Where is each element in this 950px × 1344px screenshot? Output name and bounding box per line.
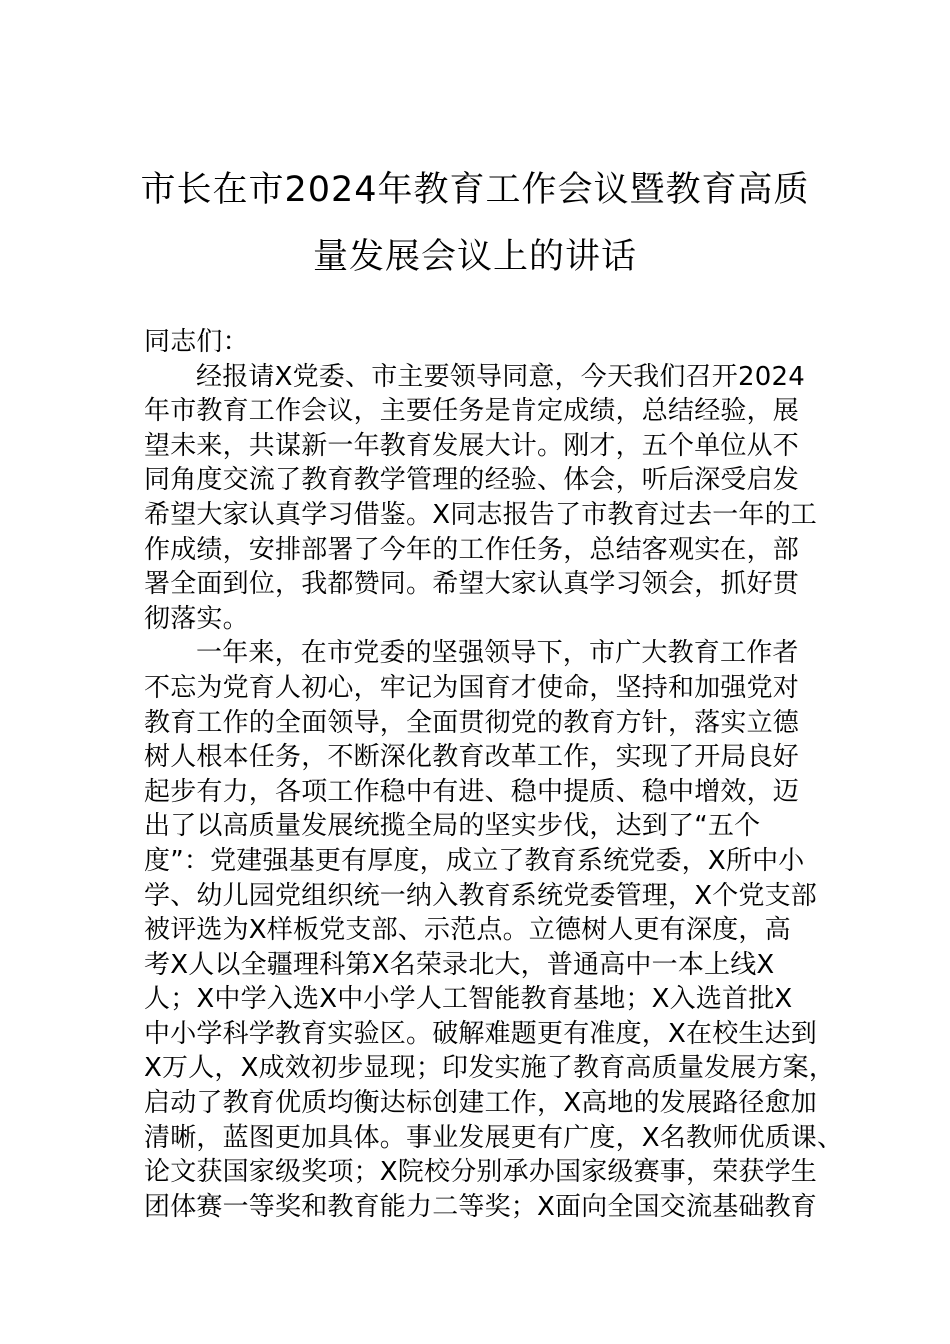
paragraph-line: 经报请X党委、市主要领导同意，今天我们召开2024	[196, 361, 805, 392]
paragraph-line: 启动了教育优质均衡达标创建工作，X高地的发展路径愈加	[144, 1088, 818, 1119]
paragraph-line: 人；X中学入选X中小学人工智能教育基地；X入选首批X	[144, 984, 793, 1015]
paragraph-2	[144, 636, 844, 1224]
document-title-line-2: 量发展会议上的讲话	[312, 237, 637, 277]
paragraph-line: 教育工作的全面领导，全面贯彻党的教育方针，落实立德	[144, 707, 800, 738]
document-title-line-1: 市长在市2024年教育工作会议暨教育高质	[140, 170, 810, 210]
paragraph-line: 论文获国家级奖项；X院校分别承办国家级赛事，荣获学生	[144, 1157, 818, 1188]
paragraph-line: 一年来，在市党委的坚强领导下，市广大教育工作者	[196, 638, 799, 669]
paragraph-line: 起步有力，各项工作稳中有进、稳中提质、稳中增效，迈	[144, 776, 800, 807]
paragraph-line: 彻落实。	[144, 603, 249, 634]
paragraph-line: 希望大家认真学习借鉴。X同志报告了市教育过去一年的工	[144, 499, 818, 530]
paragraph-line: X万人，X成效初步显现；印发实施了教育高质量发展方案，	[144, 1053, 836, 1084]
salutation: 同志们：	[144, 327, 249, 357]
paragraph-line: 署全面到位，我都赞同。希望大家认真学习领会，抓好贯	[144, 569, 800, 600]
paragraph-line: 度”：党建强基更有厚度，成立了教育系统党委，X所中小	[144, 845, 805, 876]
paragraph-line: 树人根本任务，不断深化教育改革工作，实现了开局良好	[144, 742, 800, 773]
paragraph-line: 被评选为X样板党支部、示范点。立德树人更有深度，高	[144, 915, 791, 946]
paragraph-line: 同角度交流了教育教学管理的经验、体会，听后深受启发	[144, 465, 800, 496]
document-body	[144, 325, 844, 1224]
paragraph-line: 清晰，蓝图更加具体。事业发展更有广度，X名教师优质课、	[144, 1122, 844, 1153]
paragraph-line: 年市教育工作会议，主要任务是肯定成绩，总结经验，展	[144, 396, 800, 427]
paragraph-line: 学、幼儿园党组织统一纳入教育系统党委管理，X个党支部	[144, 880, 818, 911]
paragraph-1	[144, 360, 844, 637]
paragraph-line: 望未来，共谋新一年教育发展大计。刚才，五个单位从不	[144, 430, 800, 461]
paragraph-line: 作成绩，安排部署了今年的工作任务，总结客观实在，部	[144, 534, 800, 565]
paragraph-line: 中小学科学教育实验区。破解难题更有准度，X在校生达到	[144, 1018, 818, 1049]
paragraph-line: 考X人以全疆理科第X名荣录北大，普通高中一本上线X	[144, 949, 775, 980]
paragraph-line: 出了以高质量发展统揽全局的坚实步伐，达到了“五个	[144, 811, 761, 842]
paragraph-line: 不忘为党育人初心，牢记为国育才使命，坚持和加强党对	[144, 672, 800, 703]
paragraph-line: 团体赛一等奖和教育能力二等奖；X面向全国交流基础教育	[144, 1191, 818, 1222]
